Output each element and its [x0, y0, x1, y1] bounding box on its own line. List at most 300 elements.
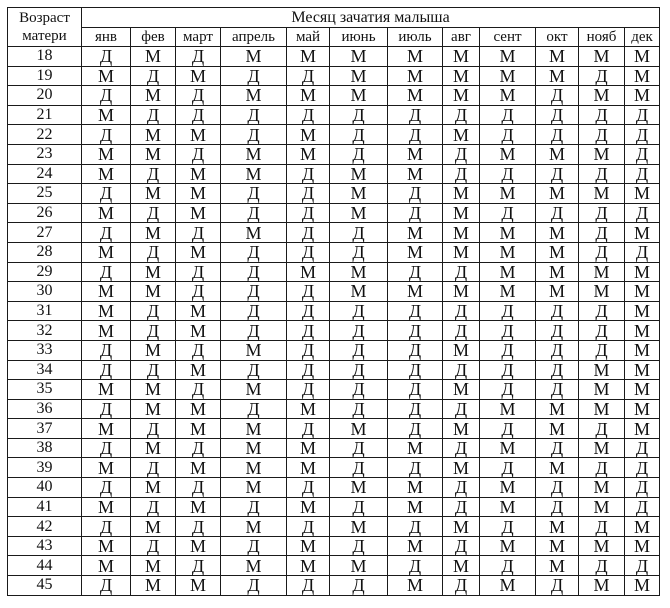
gender-cell: М [82, 282, 131, 302]
gender-cell: М [443, 340, 480, 360]
gender-cell: М [443, 66, 480, 86]
mother-age-cell: 29 [8, 262, 82, 282]
gender-cell: М [176, 203, 221, 223]
gender-cell: М [176, 399, 221, 419]
gender-cell: Д [480, 419, 536, 439]
gender-cell: М [330, 419, 388, 439]
gender-cell: Д [176, 340, 221, 360]
gender-cell: Д [579, 66, 625, 86]
gender-cell: Д [176, 105, 221, 125]
gender-cell: Д [536, 478, 579, 498]
gender-cell: М [443, 184, 480, 204]
gender-cell: М [443, 556, 480, 576]
month-header: дек [625, 28, 660, 47]
gender-cell: Д [287, 184, 330, 204]
gender-cell: М [536, 282, 579, 302]
table-row [8, 438, 660, 458]
gender-cell: М [131, 556, 176, 576]
gender-cell: Д [330, 536, 388, 556]
gender-cell: Д [82, 360, 131, 380]
gender-cell: Д [536, 340, 579, 360]
gender-cell: М [388, 576, 443, 596]
table-row [8, 282, 660, 302]
gender-cell: М [536, 458, 579, 478]
gender-cell: М [443, 86, 480, 106]
gender-cell: Д [388, 301, 443, 321]
gender-cell: Д [82, 223, 131, 243]
gender-cell: М [82, 164, 131, 184]
gender-cell: М [330, 184, 388, 204]
gender-cell: Д [287, 576, 330, 596]
gender-cell: М [287, 399, 330, 419]
gender-cell: М [480, 399, 536, 419]
gender-cell: М [330, 282, 388, 302]
gender-cell: Д [480, 340, 536, 360]
mother-age-cell: 24 [8, 164, 82, 184]
table-row [8, 86, 660, 106]
gender-cell: М [176, 301, 221, 321]
gender-cell: Д [176, 86, 221, 106]
gender-cell: М [131, 340, 176, 360]
gender-cell: М [480, 242, 536, 262]
table-row [8, 105, 660, 125]
mother-age-cell: 34 [8, 360, 82, 380]
gender-cell: Д [443, 478, 480, 498]
gender-cell: Д [579, 105, 625, 125]
gender-cell: Д [221, 536, 287, 556]
gender-cell: М [176, 125, 221, 145]
gender-cell: М [330, 262, 388, 282]
gender-cell: Д [388, 458, 443, 478]
gender-cell: М [388, 223, 443, 243]
gender-cell: Д [131, 301, 176, 321]
table-body [8, 47, 660, 596]
gender-cell: М [536, 262, 579, 282]
gender-cell: Д [221, 105, 287, 125]
month-header: апрель [221, 28, 287, 47]
gender-cell: Д [131, 66, 176, 86]
gender-cell: М [625, 399, 660, 419]
gender-cell: М [536, 517, 579, 537]
gender-cell: Д [480, 301, 536, 321]
gender-cell: Д [443, 399, 480, 419]
gender-cell: Д [443, 164, 480, 184]
gender-cell: Д [330, 301, 388, 321]
gender-cell: М [443, 517, 480, 537]
gender-cell: М [388, 86, 443, 106]
gender-cell: Д [443, 301, 480, 321]
gender-cell: Д [579, 223, 625, 243]
gender-cell: Д [480, 556, 536, 576]
mother-age-cell: 37 [8, 419, 82, 439]
gender-cell: М [221, 438, 287, 458]
mother-age-cell: 35 [8, 380, 82, 400]
gender-cell: Д [579, 340, 625, 360]
gender-cell: Д [388, 105, 443, 125]
gender-cell: М [287, 47, 330, 67]
table-header [8, 8, 660, 47]
gender-cell: Д [330, 497, 388, 517]
gender-cell: Д [443, 321, 480, 341]
mother-age-cell: 36 [8, 399, 82, 419]
gender-cell: Д [287, 380, 330, 400]
gender-cell: М [287, 458, 330, 478]
gender-cell: Д [579, 321, 625, 341]
mother-age-cell: 18 [8, 47, 82, 67]
gender-cell: М [625, 360, 660, 380]
gender-cell: Д [480, 321, 536, 341]
gender-cell: М [330, 478, 388, 498]
table-row [8, 576, 660, 596]
gender-cell: М [536, 66, 579, 86]
month-header: сент [480, 28, 536, 47]
gender-cell: Д [625, 242, 660, 262]
gender-cell: Д [221, 360, 287, 380]
gender-cell: Д [82, 478, 131, 498]
gender-cell: М [480, 478, 536, 498]
gender-cell: М [82, 321, 131, 341]
gender-cell: М [625, 262, 660, 282]
mother-age-cell: 27 [8, 223, 82, 243]
gender-cell: Д [443, 497, 480, 517]
gender-cell: Д [287, 478, 330, 498]
header-row-title [8, 8, 660, 28]
gender-cell: М [176, 321, 221, 341]
gender-cell: М [388, 282, 443, 302]
gender-cell: М [443, 47, 480, 67]
gender-cell: М [131, 380, 176, 400]
month-header: май [287, 28, 330, 47]
gender-cell: М [480, 47, 536, 67]
gender-cell: М [330, 86, 388, 106]
gender-cell: Д [625, 497, 660, 517]
mother-age-cell: 41 [8, 497, 82, 517]
gender-cell: Д [131, 497, 176, 517]
gender-cell: М [625, 380, 660, 400]
gender-cell: М [579, 478, 625, 498]
gender-cell: Д [625, 144, 660, 164]
table-row [8, 203, 660, 223]
gender-cell: М [536, 184, 579, 204]
gender-cell: М [176, 419, 221, 439]
gender-cell: Д [221, 282, 287, 302]
gender-cell: М [480, 144, 536, 164]
gender-cell: М [131, 184, 176, 204]
gender-cell: Д [625, 125, 660, 145]
gender-cell: М [579, 399, 625, 419]
gender-cell: М [579, 360, 625, 380]
gender-cell: Д [388, 184, 443, 204]
table-row [8, 380, 660, 400]
gender-cell: Д [287, 517, 330, 537]
gender-cell: М [131, 478, 176, 498]
gender-cell: М [579, 438, 625, 458]
mother-age-cell: 42 [8, 517, 82, 537]
gender-cell: Д [82, 47, 131, 67]
gender-cell: Д [388, 419, 443, 439]
gender-cell: М [131, 282, 176, 302]
gender-cell: М [221, 164, 287, 184]
table-row [8, 478, 660, 498]
month-header: янв [82, 28, 131, 47]
gender-cell: Д [579, 556, 625, 576]
gender-cell: М [330, 517, 388, 537]
gender-cell: Д [443, 536, 480, 556]
gender-cell: Д [388, 321, 443, 341]
table-row [8, 66, 660, 86]
gender-cell: М [480, 536, 536, 556]
gender-cell: М [388, 478, 443, 498]
gender-cell: Д [330, 576, 388, 596]
gender-cell: Д [287, 223, 330, 243]
mother-age-cell: 31 [8, 301, 82, 321]
gender-cell: М [131, 262, 176, 282]
gender-cell: Д [176, 517, 221, 537]
gender-cell: Д [221, 125, 287, 145]
gender-cell: М [536, 144, 579, 164]
gender-cell: М [330, 66, 388, 86]
table-title: Месяц зачатия малыша [82, 8, 660, 28]
gender-cell: М [221, 419, 287, 439]
gender-cell: Д [480, 105, 536, 125]
gender-cell: Д [221, 242, 287, 262]
gender-cell: М [579, 262, 625, 282]
gender-cell: Д [221, 576, 287, 596]
gender-cell: М [625, 340, 660, 360]
gender-cell: Д [330, 458, 388, 478]
gender-cell: М [625, 419, 660, 439]
table-row [8, 47, 660, 67]
gender-cell: М [480, 438, 536, 458]
gender-cell: М [330, 203, 388, 223]
gender-cell: Д [287, 164, 330, 184]
gender-cell: Д [287, 242, 330, 262]
gender-cell: М [480, 262, 536, 282]
mother-age-cell: 23 [8, 144, 82, 164]
gender-cell: Д [176, 282, 221, 302]
gender-cell: М [579, 144, 625, 164]
gender-cell: М [131, 399, 176, 419]
gender-cell: М [625, 66, 660, 86]
gender-cell: М [443, 380, 480, 400]
gender-cell: М [625, 282, 660, 302]
gender-cell: М [176, 242, 221, 262]
gender-cell: Д [330, 242, 388, 262]
gender-cell: Д [176, 223, 221, 243]
gender-cell: Д [536, 497, 579, 517]
mother-age-cell: 44 [8, 556, 82, 576]
gender-cell: Д [579, 125, 625, 145]
gender-cell: Д [388, 262, 443, 282]
gender-cell: М [625, 47, 660, 67]
gender-cell: Д [287, 340, 330, 360]
gender-cell: Д [330, 438, 388, 458]
gender-cell: Д [176, 438, 221, 458]
gender-cell: М [480, 282, 536, 302]
gender-cell: М [536, 47, 579, 67]
gender-cell: М [287, 497, 330, 517]
gender-cell: Д [221, 399, 287, 419]
month-header: март [176, 28, 221, 47]
table-row [8, 399, 660, 419]
gender-cell: М [536, 536, 579, 556]
table-row [8, 223, 660, 243]
table-row [8, 536, 660, 556]
gender-cell: М [330, 47, 388, 67]
gender-cell: М [480, 223, 536, 243]
mother-age-cell: 30 [8, 282, 82, 302]
gender-cell: Д [443, 262, 480, 282]
gender-cell: Д [480, 164, 536, 184]
gender-cell: Д [330, 360, 388, 380]
table-row [8, 242, 660, 262]
gender-cell: М [131, 517, 176, 537]
gender-cell: М [388, 497, 443, 517]
gender-cell: М [625, 517, 660, 537]
gender-cell: Д [536, 105, 579, 125]
gender-cell: М [82, 380, 131, 400]
gender-cell: Д [388, 556, 443, 576]
gender-cell: Д [131, 203, 176, 223]
gender-cell: Д [330, 144, 388, 164]
gender-cell: М [221, 144, 287, 164]
gender-cell: Д [176, 144, 221, 164]
table-row [8, 184, 660, 204]
gender-cell: Д [82, 399, 131, 419]
gender-cell: Д [625, 105, 660, 125]
gender-cell: Д [287, 419, 330, 439]
gender-prediction-sheet [7, 7, 659, 595]
gender-cell: Д [330, 125, 388, 145]
gender-cell: М [480, 184, 536, 204]
gender-table [7, 7, 660, 596]
gender-cell: М [82, 458, 131, 478]
gender-cell: Д [287, 105, 330, 125]
gender-cell: М [176, 458, 221, 478]
gender-cell: М [221, 340, 287, 360]
gender-cell: Д [287, 282, 330, 302]
gender-cell: Д [82, 340, 131, 360]
gender-cell: М [82, 536, 131, 556]
gender-cell: Д [536, 438, 579, 458]
table-row [8, 125, 660, 145]
gender-cell: Д [480, 125, 536, 145]
mother-age-cell: 28 [8, 242, 82, 262]
gender-cell: Д [579, 458, 625, 478]
gender-cell: М [287, 86, 330, 106]
gender-cell: Д [287, 203, 330, 223]
gender-cell: М [176, 164, 221, 184]
mother-age-cell: 45 [8, 576, 82, 596]
gender-cell: М [625, 301, 660, 321]
gender-cell: М [388, 438, 443, 458]
table-row [8, 556, 660, 576]
gender-cell: Д [443, 105, 480, 125]
gender-cell: М [82, 144, 131, 164]
gender-cell: М [82, 556, 131, 576]
gender-cell: М [625, 184, 660, 204]
gender-cell: М [536, 556, 579, 576]
gender-cell: Д [287, 66, 330, 86]
gender-cell: М [287, 536, 330, 556]
gender-cell: М [579, 86, 625, 106]
gender-cell: Д [131, 360, 176, 380]
gender-cell: Д [536, 164, 579, 184]
gender-cell: М [287, 438, 330, 458]
gender-cell: Д [287, 321, 330, 341]
gender-cell: М [176, 576, 221, 596]
gender-cell: М [221, 380, 287, 400]
gender-cell: М [176, 66, 221, 86]
gender-cell: Д [287, 301, 330, 321]
gender-cell: Д [131, 242, 176, 262]
gender-cell: М [536, 399, 579, 419]
gender-cell: М [536, 223, 579, 243]
gender-cell: Д [536, 125, 579, 145]
gender-cell: Д [480, 380, 536, 400]
table-row [8, 164, 660, 184]
gender-cell: Д [625, 478, 660, 498]
gender-cell: М [82, 301, 131, 321]
gender-cell: М [82, 203, 131, 223]
gender-cell: М [480, 576, 536, 596]
gender-cell: Д [82, 262, 131, 282]
gender-cell: Д [480, 458, 536, 478]
month-header: июль [388, 28, 443, 47]
gender-cell: Д [536, 86, 579, 106]
table-row [8, 517, 660, 537]
gender-cell: М [82, 66, 131, 86]
gender-cell: М [579, 184, 625, 204]
mother-age-cell: 33 [8, 340, 82, 360]
table-row [8, 262, 660, 282]
gender-cell: Д [579, 164, 625, 184]
gender-cell: М [443, 203, 480, 223]
gender-cell: Д [221, 301, 287, 321]
mother-age-cell: 25 [8, 184, 82, 204]
gender-cell: Д [221, 262, 287, 282]
gender-cell: Д [176, 556, 221, 576]
gender-cell: М [330, 164, 388, 184]
gender-cell: М [625, 576, 660, 596]
gender-cell: М [221, 556, 287, 576]
gender-cell: Д [579, 242, 625, 262]
gender-cell: М [579, 497, 625, 517]
mother-age-cell: 21 [8, 105, 82, 125]
age-column-header: Возраст матери [8, 8, 82, 47]
gender-cell: Д [330, 105, 388, 125]
gender-cell: М [579, 536, 625, 556]
gender-cell: М [176, 184, 221, 204]
gender-cell: М [82, 242, 131, 262]
gender-cell: М [388, 536, 443, 556]
gender-cell: М [480, 86, 536, 106]
gender-cell: Д [388, 517, 443, 537]
gender-cell: М [131, 223, 176, 243]
gender-cell: М [625, 223, 660, 243]
gender-cell: М [480, 497, 536, 517]
gender-cell: Д [536, 203, 579, 223]
mother-age-cell: 26 [8, 203, 82, 223]
gender-cell: М [388, 144, 443, 164]
gender-cell: Д [536, 576, 579, 596]
gender-cell: М [579, 576, 625, 596]
gender-cell: М [221, 517, 287, 537]
gender-cell: М [536, 242, 579, 262]
gender-cell: Д [330, 340, 388, 360]
gender-cell: Д [443, 360, 480, 380]
table-row [8, 497, 660, 517]
